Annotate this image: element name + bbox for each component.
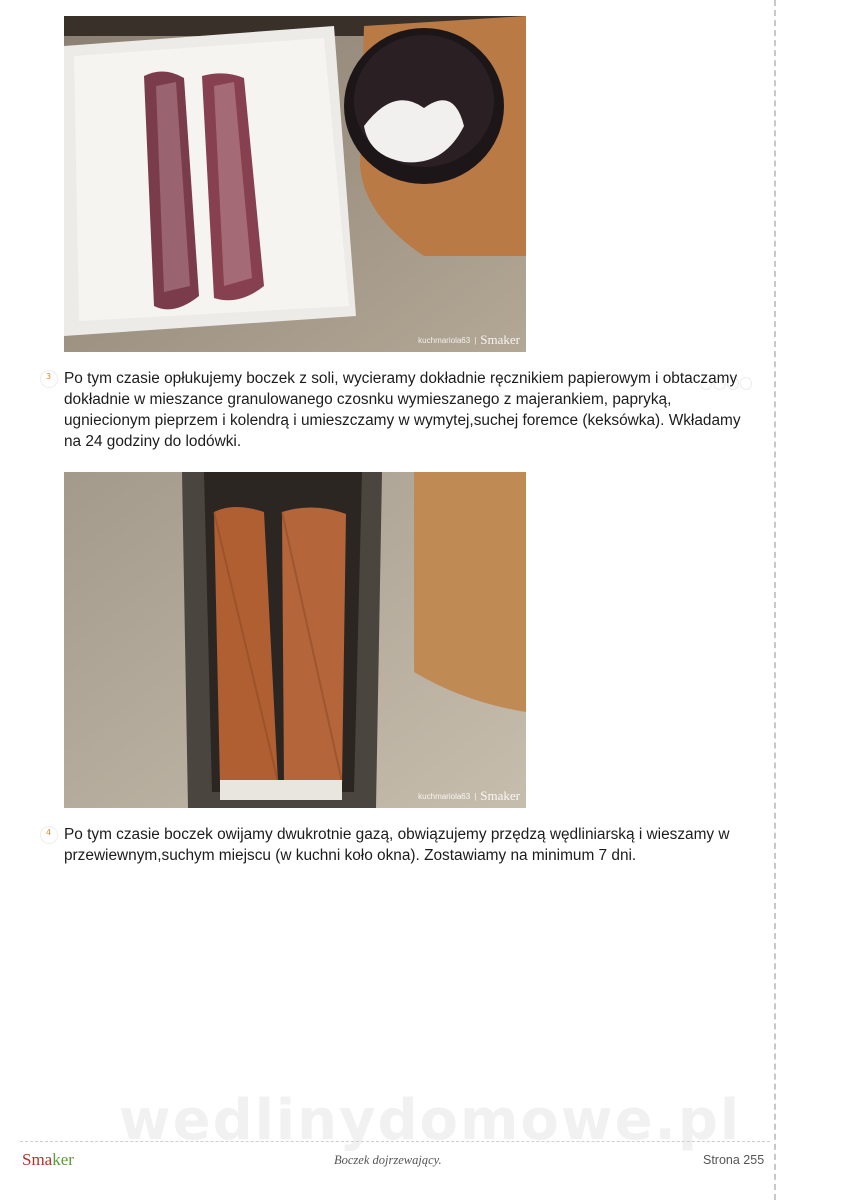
recipe-photo-salted-pork bbox=[64, 16, 526, 352]
step-4-text: Po tym czasie boczek owijamy dwukrotnie gazą, obwiązujemy przędzą wędliniarską i wieszamy w przewiewnym,suchym miejscu (w kuchni koło okna). Zostawiamy na minimum 7 dni. bbox=[64, 826, 730, 864]
footer-divider bbox=[20, 1141, 770, 1142]
recipe-photo-seasoned-pork bbox=[64, 472, 526, 808]
footer-brand-part2: ker bbox=[52, 1150, 74, 1169]
step-3-number: 3 bbox=[46, 372, 52, 381]
site-watermark: wedlinydomowe.pl bbox=[118, 1088, 742, 1153]
footer-brand-logo bbox=[22, 1150, 74, 1170]
page-margin-rule bbox=[774, 0, 776, 1200]
photo-watermark: kuchmariola63 | Smaker bbox=[418, 332, 520, 347]
step-3-text: Po tym czasie opłukujemy boczek z soli, wycieramy dokładnie ręcznikiem papierowym i obtaczamy dokładnie w mieszance granulowanego czosnku wymieszanego z majerankiem, papryką, ugniecionym pieprzem i kolendrą i umieszczamy w wymytej,suchej foremce (keksówka). Wkładamy na 24 godziny do lodówki. bbox=[64, 370, 741, 450]
watermark-brand: Smaker bbox=[480, 332, 520, 347]
photo-watermark: kuchmariola63 | Smaker bbox=[418, 788, 520, 803]
footer-brand-part1: Sma bbox=[22, 1150, 53, 1169]
watermark-user: kuchmariola63 bbox=[418, 335, 471, 345]
footer-page-number: Strona 255 bbox=[703, 1153, 765, 1167]
watermark-user: kuchmariola63 bbox=[418, 791, 471, 801]
watermark-brand: Smaker bbox=[480, 788, 520, 803]
photo-seasoned-pork-image bbox=[64, 472, 526, 808]
footer-recipe-title: Boczek dojrzewający. bbox=[334, 1153, 442, 1167]
step-4-number: 4 bbox=[46, 828, 52, 837]
photo-salted-pork-image bbox=[64, 16, 526, 352]
